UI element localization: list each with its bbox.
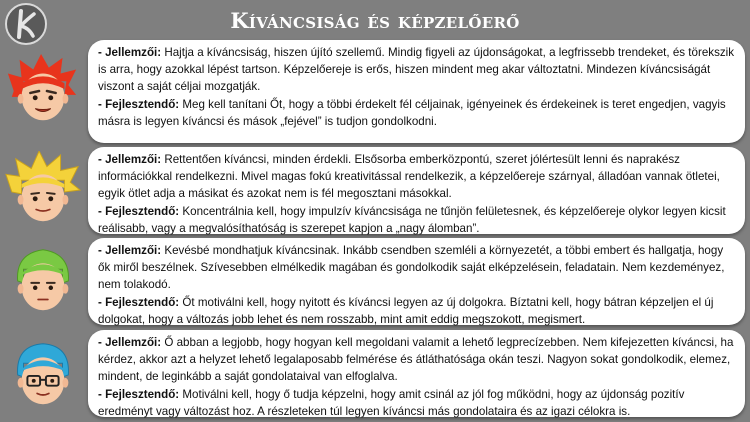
jellemzoi-label: - Jellemzői: xyxy=(98,244,162,257)
fejlesztendo-paragraph xyxy=(98,203,735,237)
jellemzoi-label: - Jellemzői: xyxy=(98,153,162,166)
profile-card xyxy=(88,238,745,325)
jellemzoi-paragraph xyxy=(98,44,735,96)
jellemzoi-text: Kevésbé mondhatjuk kíváncsinak. Inkább csendben szemléli a környezetét, a többi embert és hallgatja, hogy ők miről beszélnek. Szívesebben elmélkedik magában és gondolkodik saját elképzelésein, feladatain. Nem kezdeményez, nem tolakodó. xyxy=(98,244,725,292)
fejlesztendo-label: - Fejlesztendő: xyxy=(98,295,180,309)
fejlesztendo-label: - Fejlesztendő: xyxy=(98,204,180,218)
jellemzoi-text: Rettentően kíváncsi, minden érdekli. Elsősorba emberközpontú, szeret jólértesült lenni és naprakész információkkal rendelkezni. Mivel magas fokú kreativitással rendelkezik, a képzelőereje szárnyal, álladóan vannak ötletei, egyik ötlet adja a másikat és azokat nem is fél megosztani másokkal. xyxy=(98,153,720,201)
jellemzoi-label: - Jellemzői: xyxy=(98,336,162,349)
fejlesztendo-paragraph xyxy=(98,386,735,420)
jellemzoi-paragraph xyxy=(98,151,735,203)
jellemzoi-text: Ő abban a legjobb, hogy hogyan kell megoldani valamit a lehető legprecízebben. Nem kifejezetten kíváncsi, ha kérdez, akkor azt a helyzet lehető legalaposabb felmérése és átláthatósága okán teszi. Nagyon sokat gondolkodik, elemez, mindent, de leginkább a saját gondolataival van elfoglalva. xyxy=(98,336,734,384)
page-title: Kíváncsiság és képzelőerő xyxy=(230,8,520,33)
fejlesztendo-paragraph xyxy=(98,96,735,130)
fejlesztendo-label: - Fejlesztendő: xyxy=(98,387,180,401)
fejlesztendo-text: Őt motiválni kell, hogy nyitott és kíváncsi legyen az új dolgokra. Bíztatni kell, hogy bátran képzeljen el új dolgokat, hogy a változás jobb lehet és nem rosszabb, mint amit eddig megszokott, megismert. xyxy=(98,295,714,326)
fejlesztendo-label: - Fejlesztendő: xyxy=(98,97,180,111)
blonde-hair-boy-avatar xyxy=(4,151,82,229)
jellemzoi-text: Hajtja a kíváncsiság, hiszen újító szellemű. Mindig figyeli az újdonságokat, a legfrissebb trendeket, és törekszik is arra, hogy azokkal lépést tartson. Képzelőereje is erős, hiszen mindent meg akar változtatni. Mindezen kíváncsiságát viszont a saját céljai mozgatják. xyxy=(98,46,735,94)
jellemzoi-paragraph xyxy=(98,334,735,386)
fejlesztendo-text: Motiválni kell, hogy ő tudja képzelni, hogy amit csinál az jól fog működni, hogy az újdonság pozitív eredményt vagy változást hoz. A részleteken túl legyen kíváncsi más gondolataira és az igazi célokra is. xyxy=(98,387,685,418)
green-hair-boy-avatar xyxy=(4,240,82,318)
fejlesztendo-text: Koncentrálnia kell, hogy impulzív kíváncsisága ne tűnjön felületesnek, és képzelőereje olykor legyen kicsit reálisabb, vagy a megvalósíthatóság is szerepet kapjon a „nagy álomban”. xyxy=(98,204,726,235)
jellemzoi-paragraph xyxy=(98,242,735,294)
profile-card xyxy=(88,330,745,417)
profile-card xyxy=(88,147,745,234)
red-hair-boy-avatar xyxy=(4,52,82,130)
profile-card xyxy=(88,40,745,143)
fejlesztendo-text: Meg kell tanítani Őt, hogy a többi érdekelt fél céljainak, igényeinek és érdekeinek is teret engedjen, vagyis másra is legyen kíváncsi és mások „fejével” is tudjon gondolkodni. xyxy=(98,97,726,128)
jellemzoi-label: - Jellemzői: xyxy=(98,46,162,59)
blue-hair-boy-with-glasses-avatar xyxy=(4,334,82,412)
fejlesztendo-paragraph xyxy=(98,294,735,328)
